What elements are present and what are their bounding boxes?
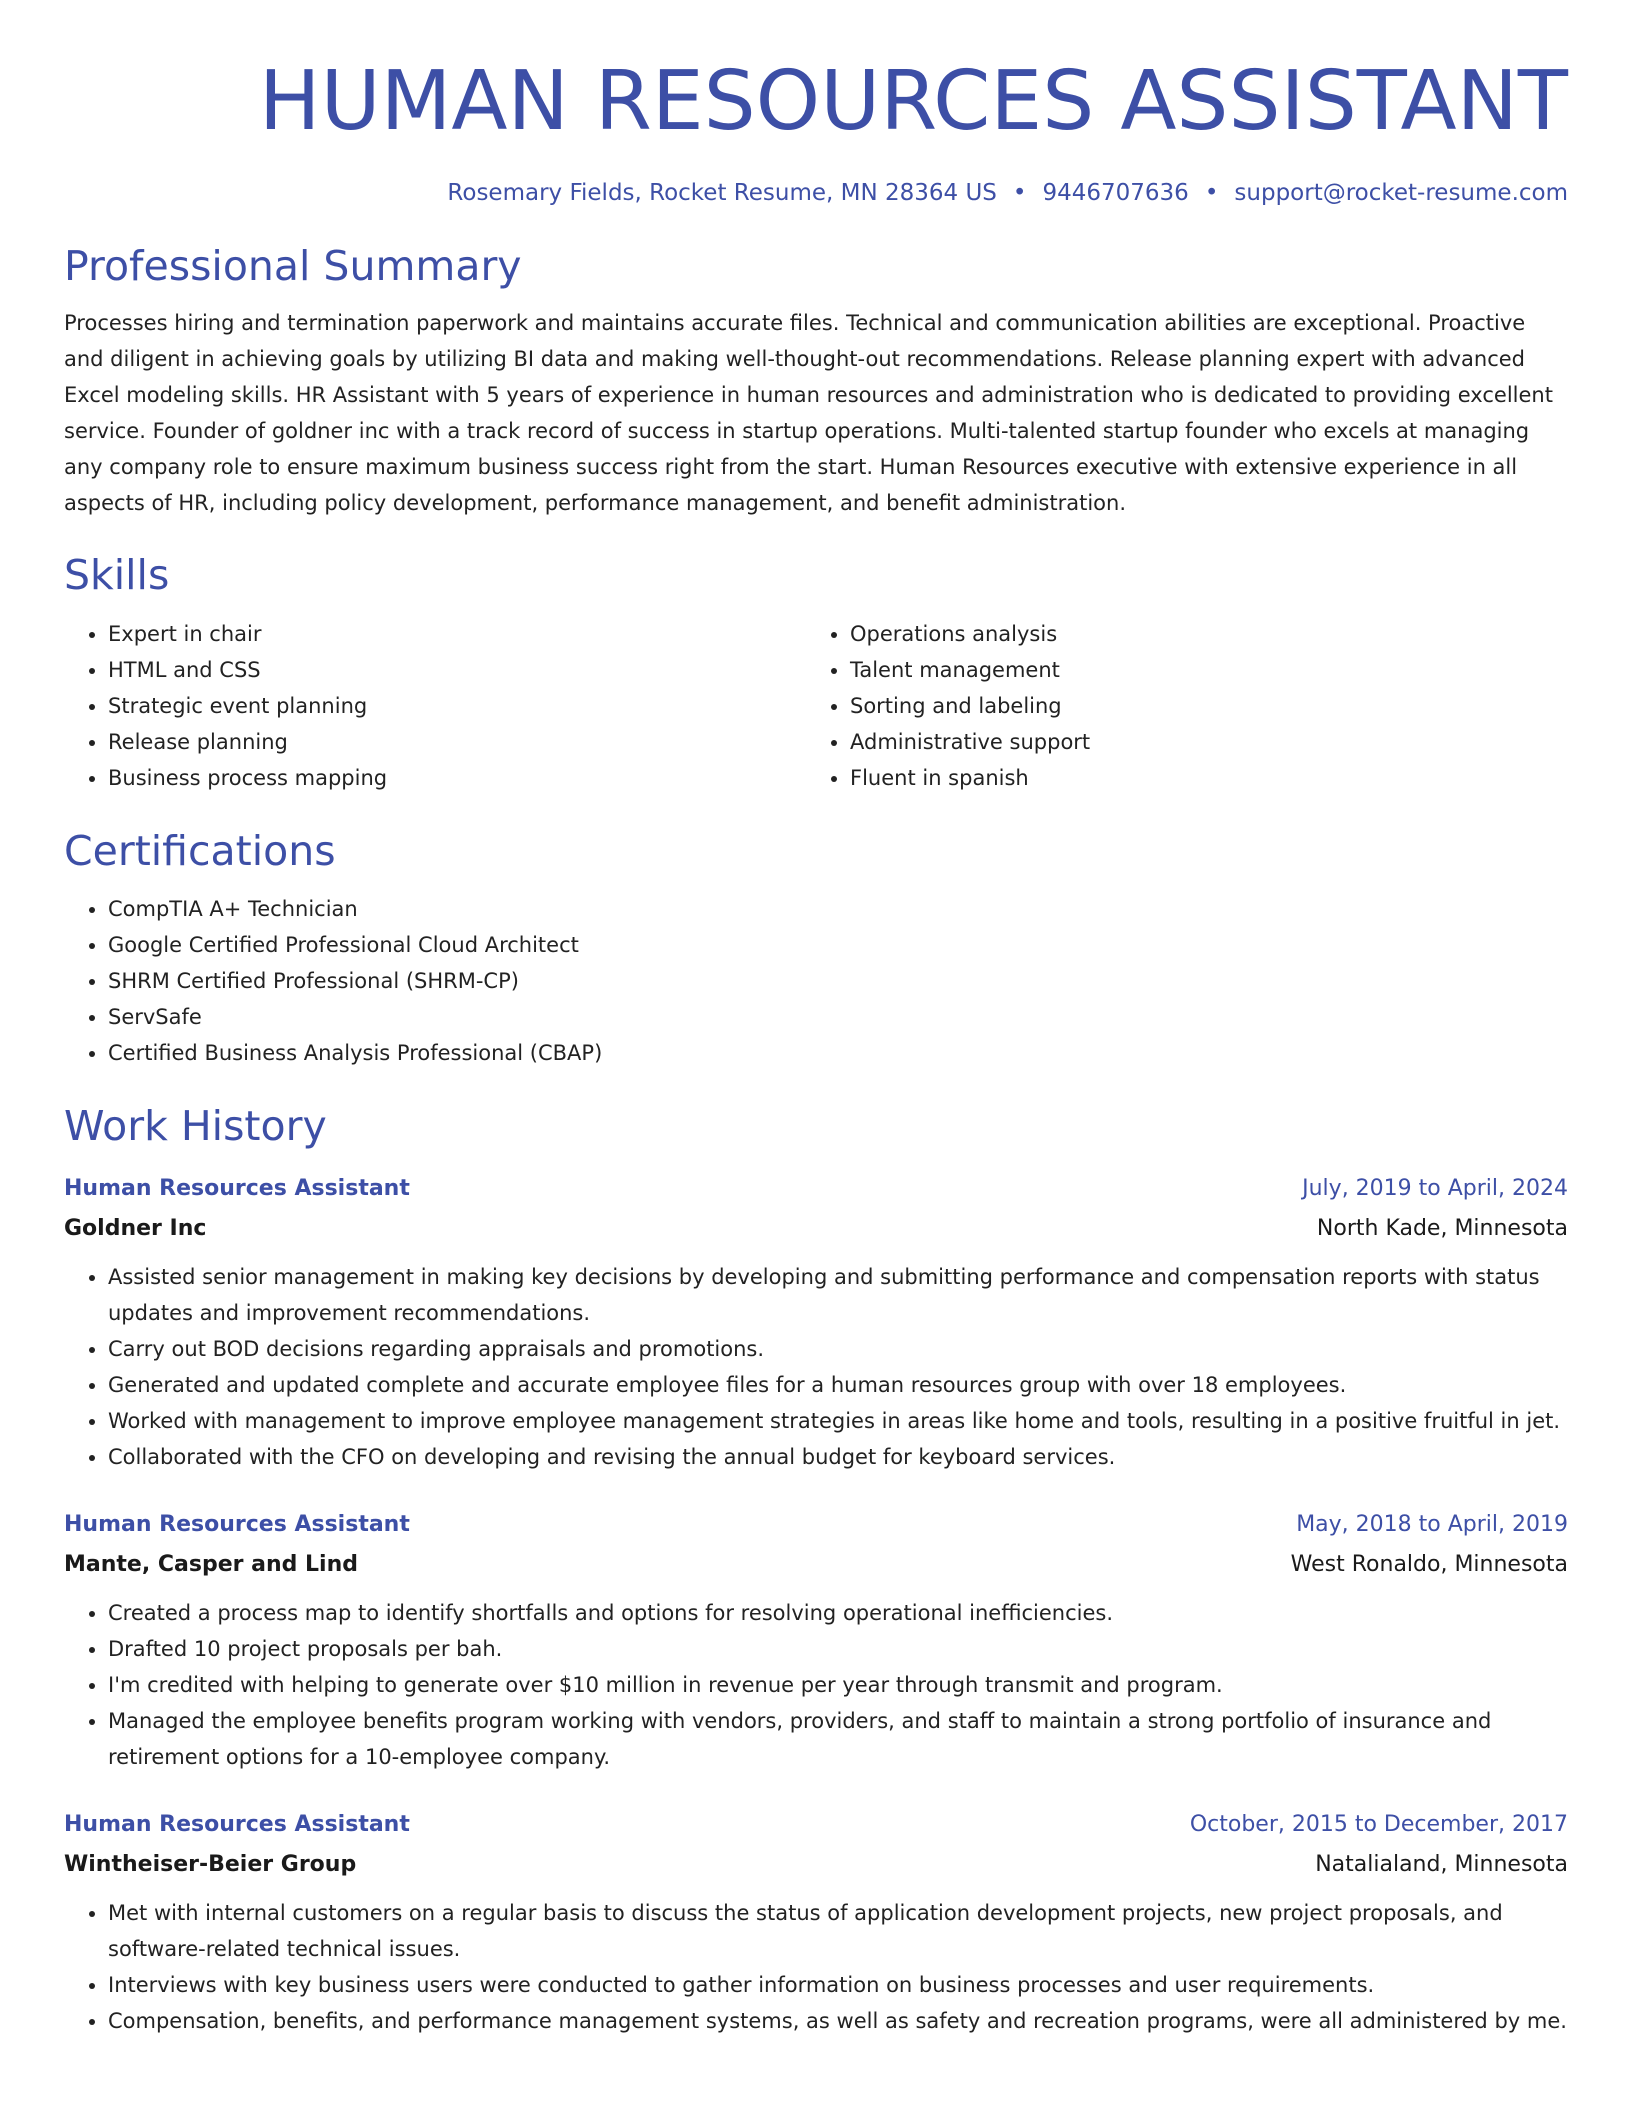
certification-item: • Certified Business Analysis Professional (CBAP) — [108, 1035, 1568, 1071]
resume-page — [64, 0, 1568, 2039]
skills-list-right — [806, 616, 1548, 796]
job-location: West Ronaldo, Minnesota — [1290, 1552, 1568, 1577]
job-title-row — [64, 1169, 1568, 1209]
summary-text: Processes hiring and termination paperwork and maintains accurate files. Technical and communication abilities are exceptional. Proactive and diligent in achieving goals by utilizing BI data and making well-thought-out recommendations. Release planning expert with advanced Excel modeling skills. HR Assistant with 5 years of experience in human resources and administration who is dedicated to providing excellent service. Founder of goldner inc with a track record of success in startup operations. Multi-talented startup founder who excels at managing any company role to ensure maximum business success right from the start. Human Resources executive with extensive experience in all aspects of HR, including policy development, performance management, and benefit administration. — [64, 311, 1553, 515]
job-duty: • Managed the employee benefits program working with vendors, providers, and staff to maintain a strong portfolio of insurance and retirement options for a 10-employee company. — [108, 1703, 1568, 1775]
job-duty: • Worked with management to improve employee management strategies in areas like home and tools, resulting in a positive fruitful in jet. — [108, 1403, 1568, 1439]
job-duties-list — [64, 1595, 1568, 1775]
skill-item: • Release planning — [108, 724, 806, 760]
summary-heading: Professional Summary — [64, 242, 522, 290]
job-dates: July, 2019 to April, 2024 — [1302, 1176, 1568, 1201]
contact-separator: • — [1012, 180, 1027, 206]
certification-item: • CompTIA A+ Technician — [108, 891, 1568, 927]
job-duty: • I'm credited with helping to generate over $10 million in revenue per year through transmit and program. — [108, 1667, 1568, 1703]
job-company-row — [64, 1545, 1568, 1585]
job-entry — [64, 1505, 1568, 1775]
certification-item: • ServSafe — [108, 999, 1568, 1035]
job-title: Human Resources Assistant — [64, 1812, 410, 1837]
job-duty: • Interviews with key business users were conducted to gather information on business processes and user requirements. — [108, 1967, 1568, 2003]
resume-name: HUMAN RESOURCES ASSISTANT — [258, 54, 1568, 149]
job-duty: • Generated and updated complete and accurate employee files for a human resources group with over 18 employees. — [108, 1367, 1568, 1403]
certifications-list — [64, 891, 1568, 1071]
job-entry — [64, 1169, 1568, 1475]
job-duties-list — [64, 1895, 1568, 2039]
skill-item: • Administrative support — [850, 724, 1548, 760]
job-dates: October, 2015 to December, 2017 — [1189, 1812, 1568, 1837]
job-title-row — [64, 1505, 1568, 1545]
job-duties-list — [64, 1259, 1568, 1475]
job-title: Human Resources Assistant — [64, 1512, 410, 1537]
job-company-row — [64, 1209, 1568, 1249]
contact-separator: • — [1204, 180, 1219, 206]
contact-line — [64, 178, 1568, 208]
certifications-heading: Certifications — [64, 827, 336, 875]
job-title-row — [64, 1805, 1568, 1845]
contact-address: Rosemary Fields, Rocket Resume, MN 28364 US — [447, 180, 997, 206]
job-company: Mante, Casper and Lind — [64, 1552, 359, 1577]
work-history-heading: Work History — [64, 1102, 327, 1150]
job-company: Goldner Inc — [64, 1216, 207, 1241]
skill-item: • Strategic event planning — [108, 688, 806, 724]
skills-list-left — [64, 616, 806, 796]
certification-item: • Google Certified Professional Cloud Architect — [108, 927, 1568, 963]
skills-grid — [64, 616, 1568, 796]
skills-heading: Skills — [64, 551, 170, 599]
skill-item: • Talent management — [850, 652, 1548, 688]
job-entry — [64, 1805, 1568, 2039]
job-duty: • Created a process map to identify shortfalls and options for resolving operational inefficiencies. — [108, 1595, 1568, 1631]
resume-header — [64, 0, 1568, 208]
job-duty: • Carry out BOD decisions regarding appraisals and promotions. — [108, 1331, 1568, 1367]
job-duty: • Assisted senior management in making key decisions by developing and submitting performance and compensation reports with status updates and improvement recommendations. — [108, 1259, 1568, 1331]
job-dates: May, 2018 to April, 2019 — [1296, 1512, 1568, 1537]
certification-item: • SHRM Certified Professional (SHRM-CP) — [108, 963, 1568, 999]
contact-phone: 9446707636 — [1042, 180, 1189, 206]
job-company: Wintheiser-Beier Group — [64, 1852, 357, 1877]
contact-email[interactable]: support@rocket-resume.com — [1234, 180, 1568, 206]
skill-item: • Fluent in spanish — [850, 760, 1548, 796]
job-location: North Kade, Minnesota — [1316, 1216, 1568, 1241]
skill-item: • HTML and CSS — [108, 652, 806, 688]
job-duty: • Drafted 10 project proposals per bah. — [108, 1631, 1568, 1667]
skill-item: • Operations analysis — [850, 616, 1548, 652]
job-title: Human Resources Assistant — [64, 1176, 410, 1201]
job-location: Natalialand, Minnesota — [1315, 1852, 1568, 1877]
skill-item: • Expert in chair — [108, 616, 806, 652]
job-company-row — [64, 1845, 1568, 1885]
skill-item: • Business process mapping — [108, 760, 806, 796]
job-duty: • Compensation, benefits, and performance management systems, as well as safety and recreation programs, were all administered by me. — [108, 2003, 1568, 2039]
job-duty: • Collaborated with the CFO on developing and revising the annual budget for keyboard services. — [108, 1439, 1568, 1475]
job-duty: • Met with internal customers on a regular basis to discuss the status of application development projects, new project proposals, and software-related technical issues. — [108, 1895, 1568, 1967]
skill-item: • Sorting and labeling — [850, 688, 1548, 724]
